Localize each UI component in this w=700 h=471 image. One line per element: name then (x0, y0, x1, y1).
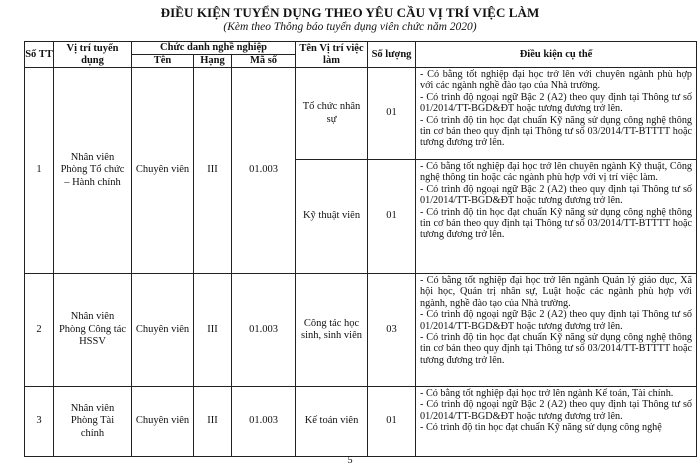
row-rank: III (194, 387, 232, 457)
row-position: Nhân viên Phòng Tài chính (54, 387, 132, 457)
header-rank: Hạng (194, 55, 232, 68)
row-quantity: 03 (368, 274, 416, 387)
recruitment-table (24, 41, 697, 457)
row-workplace: Công tác học sinh, sinh viên (296, 274, 368, 387)
row-stt: 3 (25, 387, 54, 457)
header-workplace: Tên Vị trí việc làm (296, 42, 368, 68)
condition-item: - Có trình độ ngoại ngữ Bậc 2 (A2) theo quy định tại Thông tư số 01/2014/TT-BGD&ĐT hoặc tương đương trở lên. (420, 91, 693, 115)
page-number: 5 (347, 455, 353, 466)
document-subtitle: (Kèm theo Thông báo tuyển dụng viên chức năm 2020) (223, 21, 477, 33)
row-code: 01.003 (232, 68, 296, 274)
row-quantity: 01 (368, 387, 416, 457)
row-quantity: 01 (368, 160, 416, 274)
row-conditions (416, 387, 697, 457)
row-conditions (416, 274, 697, 387)
row-stt: 1 (25, 68, 54, 274)
header-job-title: Chức danh nghề nghiệp (132, 42, 296, 55)
row-job-name: Chuyên viên (132, 387, 194, 457)
condition-item: - Có trình độ tin học đạt chuẩn Kỹ năng sử dụng công nghệ thông tin cơ bản theo quy định tại Thông tư số 03/2014/TT-BTTTT hoặc tương đương trở lên. (420, 206, 693, 241)
condition-item: - Có trình độ ngoại ngữ Bậc 2 (A2) theo quy định tại Thông tư số 01/2014/TT-BGD&ĐT hoặc tương đương trở lên. (420, 399, 693, 422)
condition-item: - Có bằng tốt nghiệp đại học trở lên với chuyên ngành phù hợp với các ngành nghề đào tạo của Nhà trường. (420, 69, 693, 92)
header-stt: Số TT (25, 42, 54, 68)
condition-item: - Có bằng tốt nghiệp đại học trở lên ngành Quản lý giáo dục, Xã hội học, Quản trị nhân sự, Luật hoặc các ngành phù hợp với ngành, nghề đào tạo của Nhà trường. (420, 275, 693, 309)
table-row (25, 274, 697, 387)
row-conditions (416, 68, 697, 160)
row-quantity: 01 (368, 68, 416, 160)
condition-item: - Có trình độ tin học đạt chuẩn Kỹ năng sử dụng công nghệ thông tin cơ bản theo quy định tại Thông tư số 03/2014/TT-BTTTT hoặc tương đương trở lên. (420, 114, 693, 149)
row-stt: 2 (25, 274, 54, 387)
row-code: 01.003 (232, 387, 296, 457)
row-position: Nhân viên Phòng Tổ chức – Hành chính (54, 68, 132, 274)
condition-item: - Có trình độ ngoại ngữ Bậc 2 (A2) theo quy định tại Thông tư số 01/2014/TT-BGD&ĐT hoặc tương đương trở lên. (420, 309, 693, 332)
condition-item: - Có bằng tốt nghiệp đại học trở lên ngành Kế toán, Tài chính. (420, 388, 674, 399)
header-position: Vị trí tuyển dụng (54, 42, 132, 68)
table-row (25, 387, 697, 457)
row-workplace: Kỹ thuật viên (296, 160, 368, 274)
row-job-name: Chuyên viên (132, 68, 194, 274)
row-workplace: Tổ chức nhân sự (296, 68, 368, 160)
row-workplace: Kế toán viên (296, 387, 368, 457)
table-row (25, 68, 697, 160)
document-title: ĐIỀU KIỆN TUYỂN DỤNG THEO YÊU CẦU VỊ TRÍ VIỆC LÀM (160, 5, 540, 20)
row-job-name: Chuyên viên (132, 274, 194, 387)
condition-item: - Có trình độ ngoại ngữ Bậc 2 (A2) theo quy định tại Thông tư số 01/2014/TT-BGD&ĐT hoặc tương đương trở lên. (420, 183, 693, 207)
row-rank: III (194, 274, 232, 387)
row-conditions (416, 160, 697, 274)
header-conditions: Điều kiện cụ thể (416, 42, 697, 68)
header-name: Tên (132, 55, 194, 68)
condition-item: - Có trình độ tin học đạt chuẩn Kỹ năng sử dụng công nghệ thông tin cơ bản theo quy định tại Thông tư số 03/2014/TT-BTTTT hoặc tương đương trở lên. (420, 332, 693, 366)
condition-item: - Có trình độ tin học đạt chuẩn Kỹ năng sử dụng công nghệ (420, 422, 662, 434)
condition-item: - Có bằng tốt nghiệp đại học trở lên chuyên ngành Kỹ thuật, Công nghệ thông tin hoặc các ngành phù hợp với vị trí việc làm. (420, 161, 693, 184)
header-code: Mã số (232, 55, 296, 68)
header-quantity: Số lượng (368, 42, 416, 68)
header-row (25, 42, 697, 55)
row-rank: III (194, 68, 232, 274)
row-position: Nhân viên Phòng Công tác HSSV (54, 274, 132, 387)
row-code: 01.003 (232, 274, 296, 387)
